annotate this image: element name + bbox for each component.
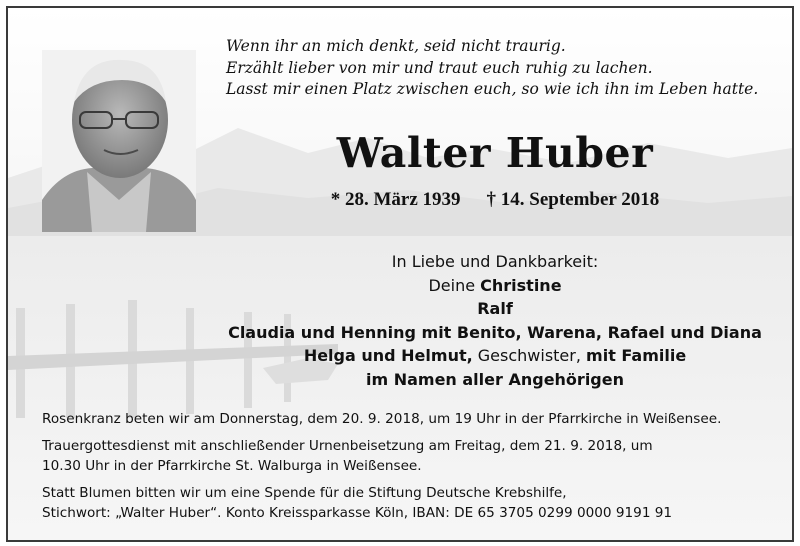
mourner-relation: Geschwister,	[472, 346, 587, 365]
mourner-line	[198, 368, 792, 392]
poem-line: Erzählt lieber von mir und traut euch ruhig zu lachen.	[226, 58, 653, 77]
birth-date: * 28. März 1939	[330, 189, 461, 210]
poem-quote	[226, 36, 786, 101]
mourner-all-relatives: im Namen aller Angehörigen	[365, 369, 624, 389]
life-dates	[198, 188, 792, 212]
death-date: † 14. September 2018	[486, 189, 660, 210]
donation-info: Stichwort: „Walter Huber“. Konto Kreissparkasse Köln, IBAN: DE 65 3705 0299 0000 9191 91	[42, 505, 673, 521]
mourner-son: Ralf	[477, 299, 513, 318]
deceased-name: Walter Huber	[336, 129, 654, 177]
donation-info: Statt Blumen bitten wir um eine Spende für die Stiftung Deutsche Krebshilfe,	[42, 484, 567, 501]
mourner-spouse: Christine	[480, 275, 562, 295]
mourners-list	[198, 250, 792, 391]
mourner-family: Claudia und Henning mit Benito, Warena, Rafael und Diana	[228, 322, 762, 342]
mourner-with-family: mit Familie	[586, 346, 687, 365]
mourner-line	[198, 344, 792, 368]
obituary-notice	[6, 6, 794, 542]
funeral-service-info: Trauergottesdienst mit anschließender Urnenbeisetzung am Freitag, dem 21. 9. 2018, um	[42, 437, 653, 454]
mourner-siblings: Helga und Helmut,	[303, 346, 473, 365]
portrait-photo	[42, 50, 196, 232]
service-info	[42, 409, 782, 524]
mourner-line	[198, 321, 792, 345]
mourners-intro: In Liebe und Dankbarkeit:	[391, 252, 599, 271]
funeral-service-info: 10.30 Uhr in der Pfarrkirche St. Walburga in Weißensee.	[42, 458, 422, 474]
poem-line: Lasst mir einen Platz zwischen euch, so wie ich ihn im Leben hatte.	[226, 80, 759, 98]
mourner-line	[198, 297, 792, 321]
rosary-info: Rosenkranz beten wir am Donnerstag, dem 20. 9. 2018, um 19 Uhr in der Pfarrkirche in Weißensee.	[42, 411, 722, 427]
mourner-line	[198, 274, 792, 298]
poem-line: Wenn ihr an mich denkt, seid nicht traurig.	[226, 37, 566, 55]
mourner-prefix: Deine	[428, 275, 481, 295]
